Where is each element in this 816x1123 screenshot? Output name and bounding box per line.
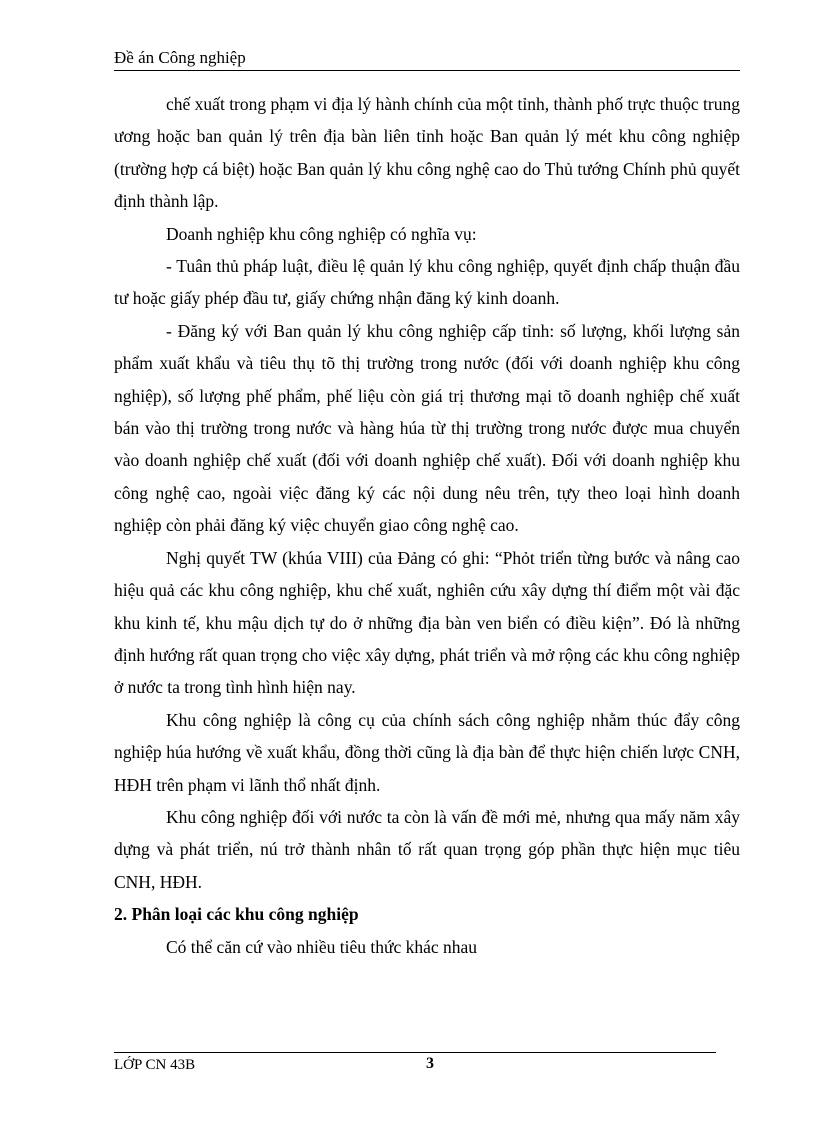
header-title: Đề án Công nghiệp xyxy=(114,48,246,67)
paragraph: chế xuất trong phạm vi địa lý hành chính của một tỉnh, thành phố trực thuộc trung ương hoặc ban quản lý trên địa bàn liên tỉnh hoặc Ban quản lý mét khu công nghiệp (trường hợp cá biệt) hoặc Ban quản lý khu công nghệ cao do Thủ tướng Chính phủ quyết định thành lập. xyxy=(114,94,740,212)
section-heading: 2. Phân loại các khu công nghiệp xyxy=(114,904,359,925)
page-number: 3 xyxy=(426,1055,434,1072)
page-header xyxy=(114,46,740,71)
footer-class-label: LỚP CN 43B xyxy=(114,1057,196,1073)
paragraph: Doanh nghiệp khu công nghiệp có nghĩa vụ: xyxy=(166,223,477,244)
paragraph: - Đăng ký với Ban quản lý khu công nghiệp cấp tỉnh: số lượng, khối lượng sản phẩm xuất khẩu và tiêu thụ tõ thị trường trong nước (đối với doanh nghiệp khu công nghiệp), số lượng phế phẩm, phế liệu còn giá trị thương mại tõ doanh nghiệp chế xuất bán vào thị trường trong nước và hàng húa từ thị trường trong nước được mua chuyển vào doanh nghiệp chế xuất (đối với doanh nghiệp chế xuất). Đối với doanh nghiệp khu công nghệ cao, ngoài việc đăng ký các nội dung nêu trên, tựy theo loại hình doanh nghiệp còn phải đăng ký việc chuyển giao công nghệ cao. xyxy=(114,320,740,536)
document-body xyxy=(114,88,740,963)
paragraph: Có thể căn cứ vào nhiều tiêu thức khác nhau xyxy=(166,936,478,957)
paragraph: Khu công nghiệp là công cụ của chính sách công nghiệp nhằm thúc đẩy công nghiệp húa hướng về xuất khẩu, đồng thời cũng là địa bàn để thực hiện chiến lược CNH, HĐH trên phạm vi lãnh thổ nhất định. xyxy=(114,709,740,795)
paragraph: Khu công nghiệp đối với nước ta còn là vấn đề mới mẻ, nhưng qua mấy năm xây dựng và phát triển, nú trở thành nhân tố rất quan trọng góp phần thực hiện mục tiêu CNH, HĐH. xyxy=(114,806,740,892)
footer-divider xyxy=(114,1052,716,1053)
paragraph: Nghị quyết TW (khúa VIII) của Đảng có ghi: “Phỏt triển từng bước và nâng cao hiệu quả các khu công nghiệp, khu chế xuất, nghiên cứu xây dựng thí điểm một vài đặc khu kinh tế, khu mậu dịch tự do ở những địa bàn ven biển có điều kiện”. Đó là những định hướng rất quan trọng cho việc xây dựng, phát triển và mở rộng các khu công nghiệp ở nước ta trong tình hình hiện nay. xyxy=(114,547,740,698)
paragraph: - Tuân thủ pháp luật, điều lệ quản lý khu công nghiệp, quyết định chấp thuận đầu tư hoặc giấy phép đầu tư, giấy chứng nhận đăng ký kinh doanh. xyxy=(114,256,740,309)
